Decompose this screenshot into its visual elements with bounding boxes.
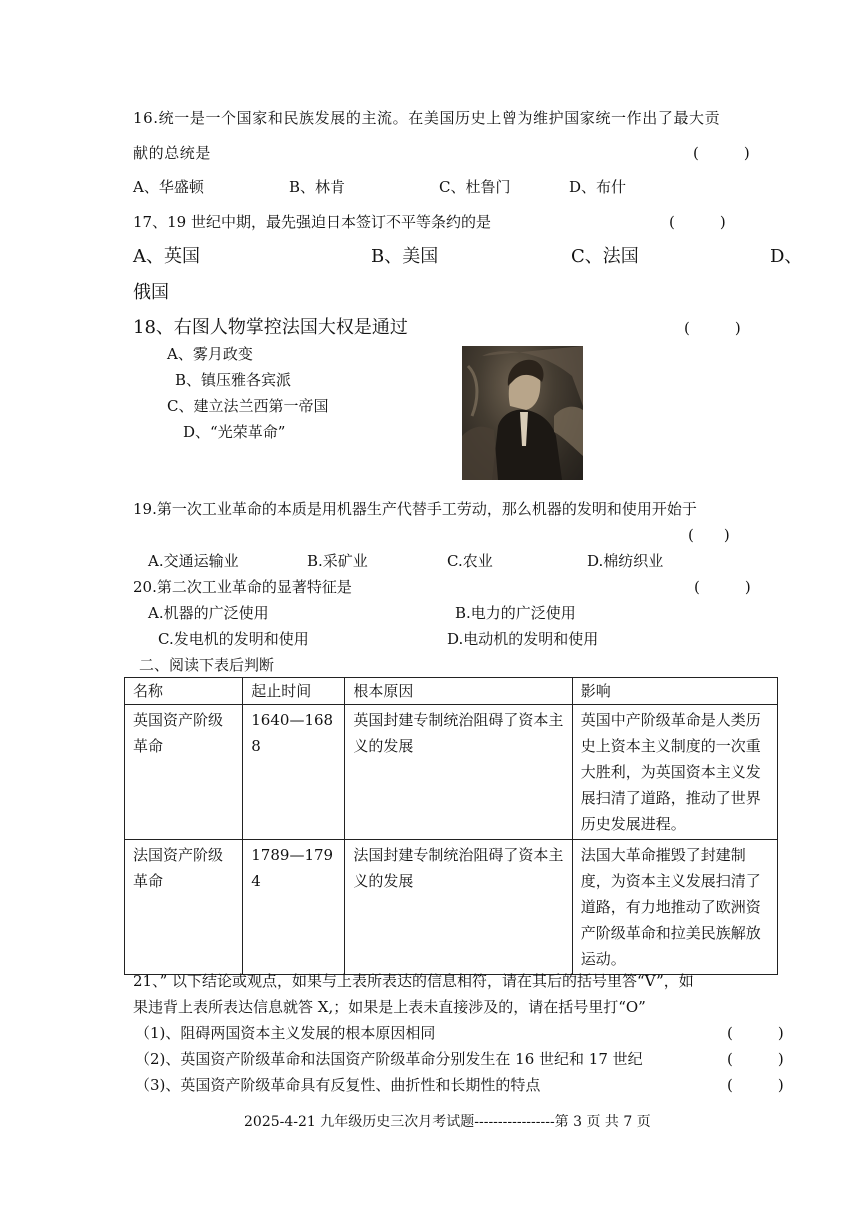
table-header-impact: 影响 bbox=[572, 678, 777, 705]
q20-option-c[interactable]: C.发电机的发明和使用 bbox=[158, 630, 309, 648]
q17-option-c[interactable]: C、法国 bbox=[571, 246, 639, 267]
q20-option-a[interactable]: A.机器的广泛使用 bbox=[148, 604, 269, 622]
q21-item-1: （1)、阻碍两国资本主义发展的根本原因相同 bbox=[135, 1024, 436, 1042]
table-cell-name: 英国资产阶级革命 bbox=[125, 705, 243, 840]
napoleon-portrait-image bbox=[462, 346, 583, 480]
q21-item-3-answer-paren[interactable]: ( ) bbox=[727, 1076, 784, 1094]
revolution-table bbox=[124, 677, 778, 975]
q21-item-1-answer-paren[interactable]: ( ) bbox=[727, 1024, 784, 1042]
q17-option-a[interactable]: A、英国 bbox=[133, 246, 200, 267]
q21-item-3: （3)、英国资产阶级革命具有反复性、曲折性和长期性的特点 bbox=[135, 1076, 541, 1094]
page-footer: 2025-4-21 九年级历史三次月考试题-----------------第 3 页 共 7 页 bbox=[244, 1114, 651, 1130]
table-header-root-cause: 根本原因 bbox=[345, 678, 572, 705]
q18-option-c[interactable]: C、建立法兰西第一帝国 bbox=[167, 397, 329, 415]
q17-answer-paren[interactable]: ( ) bbox=[669, 213, 726, 231]
q21-item-2-answer-paren[interactable]: ( ) bbox=[727, 1050, 784, 1068]
q21-stem-line2: 果违背上表所表达信息就答 X,；如果是上表未直接涉及的，请在括号里打“O” bbox=[133, 998, 646, 1016]
q17-option-d[interactable]: D、 bbox=[770, 246, 803, 267]
table-cell-period: 1640—1688 bbox=[243, 705, 345, 840]
q20-option-b[interactable]: B.电力的广泛使用 bbox=[455, 604, 576, 622]
table-row bbox=[125, 705, 778, 840]
q18-stem: 18、右图人物掌控法国大权是通过 bbox=[133, 317, 408, 338]
table-header-row bbox=[125, 678, 778, 705]
q19-option-d[interactable]: D.棉纺织业 bbox=[587, 552, 664, 570]
q17-option-b[interactable]: B、美国 bbox=[371, 246, 439, 267]
q16-option-c[interactable]: C、杜鲁门 bbox=[439, 178, 511, 196]
q20-option-d[interactable]: D.电动机的发明和使用 bbox=[447, 630, 599, 648]
q20-answer-paren[interactable]: ( ) bbox=[694, 578, 751, 596]
q17-option-d-cont: 俄国 bbox=[133, 282, 169, 303]
q21-stem-line1: 21、” 以下结论或观点，如果与上表所表达的信息相符，请在其后的括号里答“V”，如 bbox=[133, 972, 694, 990]
q16-option-d[interactable]: D、布什 bbox=[569, 178, 627, 196]
q16-answer-paren[interactable]: ( ) bbox=[693, 144, 750, 162]
table-cell-name: 法国资产阶级革命 bbox=[125, 840, 243, 975]
q16-option-a[interactable]: A、华盛顿 bbox=[133, 178, 204, 196]
table-header-name: 名称 bbox=[125, 678, 243, 705]
table-header-period: 起止时间 bbox=[243, 678, 345, 705]
section2-title: 二、阅读下表后判断 bbox=[139, 656, 275, 674]
q18-answer-paren[interactable]: ( ) bbox=[684, 319, 741, 337]
table-row bbox=[125, 840, 778, 975]
q18-option-a[interactable]: A、雾月政变 bbox=[167, 345, 253, 363]
q18-option-b[interactable]: B、镇压雅各宾派 bbox=[175, 371, 292, 389]
q21-item-2: （2)、英国资产阶级革命和法国资产阶级革命分别发生在 16 世纪和 17 世纪 bbox=[135, 1050, 643, 1068]
q17-stem: 17、19 世纪中期，最先强迫日本签订不平等条约的是 bbox=[133, 213, 491, 231]
q19-option-c[interactable]: C.农业 bbox=[447, 552, 493, 570]
q16-stem-line1: 16.统一是一个国家和民族发展的主流。在美国历史上曾为维护国家统一作出了最大贡 bbox=[133, 109, 721, 127]
q16-stem-line2: 献的总统是 bbox=[133, 144, 212, 162]
q19-answer-paren[interactable]: ( ) bbox=[688, 526, 730, 544]
q20-stem: 20.第二次工业革命的显著特征是 bbox=[133, 578, 352, 596]
table-cell-period: 1789—1794 bbox=[243, 840, 345, 975]
table-cell-root-cause: 英国封建专制统治阻碍了资本主义的发展 bbox=[345, 705, 572, 840]
table-cell-impact: 英国中产阶级革命是人类历史上资本主义制度的一次重大胜利，为英国资本主义发展扫清了道路，推动了世界历史发展进程。 bbox=[572, 705, 777, 840]
q18-option-d[interactable]: D、“光荣革命” bbox=[183, 423, 286, 441]
q16-option-b[interactable]: B、林肯 bbox=[289, 178, 346, 196]
table-cell-root-cause: 法国封建专制统治阻碍了资本主义的发展 bbox=[345, 840, 572, 975]
q19-stem: 19.第一次工业革命的本质是用机器生产代替手工劳动，那么机器的发明和使用开始于 bbox=[133, 500, 697, 518]
q19-option-b[interactable]: B.采矿业 bbox=[307, 552, 368, 570]
table-cell-impact: 法国大革命摧毁了封建制度，为资本主义发展扫清了道路，有力地推动了欧洲资产阶级革命和拉美民族解放运动。 bbox=[572, 840, 777, 975]
q19-option-a[interactable]: A.交通运输业 bbox=[148, 552, 239, 570]
